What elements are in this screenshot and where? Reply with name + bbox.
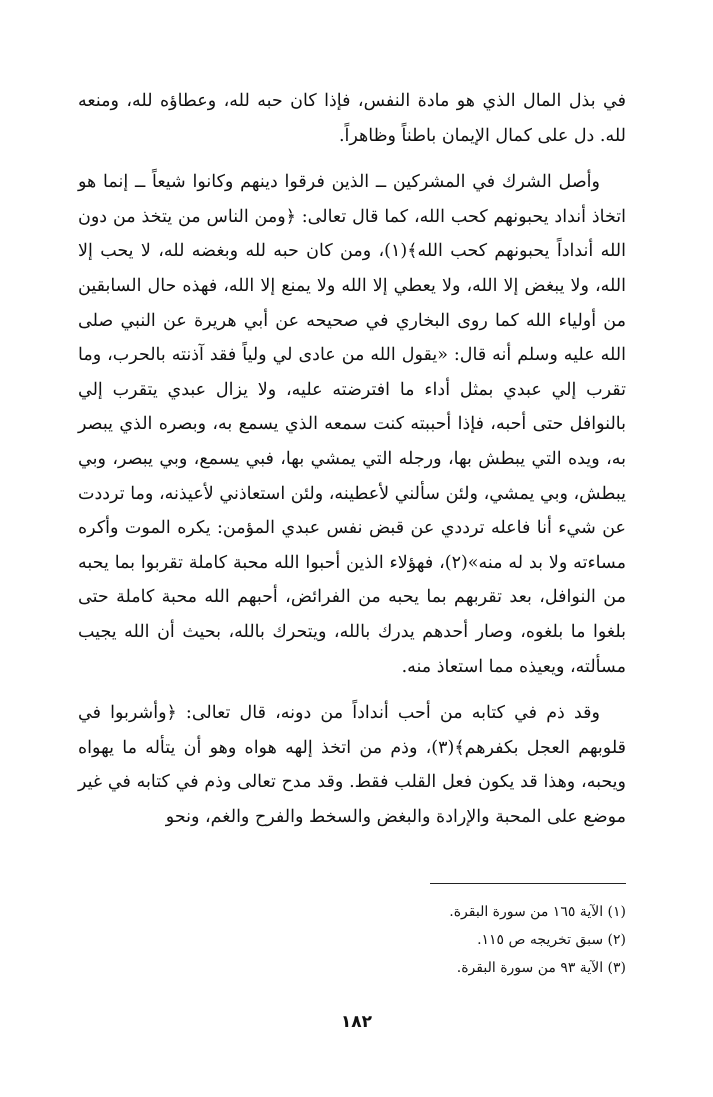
footnotes [200, 898, 626, 982]
footnote-3: (٣) الآية ٩٣ من سورة البقرة. [456, 960, 626, 976]
page-number: ١٨٢ [340, 1012, 373, 1032]
footnote-1: (١) الآية ١٦٥ من سورة البقرة. [449, 904, 626, 920]
paragraph-continuation: في بذل المال الذي هو مادة النفس، فإذا كان حبه لله، وعطاؤه لله، ومنعه لله. دل على كمال الإيمان باطناً وظاهراً. [78, 91, 626, 146]
footnote-separator [430, 883, 626, 884]
paragraph-dhamm: وقد ذم في كتابه من أحب أنداداً من دونه، قال تعالى: ﴿وأشربوا في قلوبهم العجل بكفرهم﴾(٣)، وذم من اتخذ إلهه هواه وهو أن يتأله ما يهواه ويحبه، وهذا قد يكون فعل القلب فقط. وقد مدح تعالى وذم في كتابه في غير موضع على المحبة والإرادة والبغض والسخط والفرح والغم، ونحو [78, 703, 626, 827]
paragraph-shirk: وأصل الشرك في المشركين ــ الذين فرقوا دينهم وكانوا شيعاً ــ إنما هو اتخاذ أنداد يحبونهم كحب الله، كما قال تعالى: ﴿ومن الناس من يتخذ من دون الله أنداداً يحبونهم كحب الله﴾(١)، ومن كان حبه لله وبغضه لله، لا يحب إلا الله، ولا يبغض إلا الله، ولا يعطي إلا الله ولا يمنع إلا الله، فهذه حال السابقين من أولياء الله كما روى البخاري في صحيحه عن أبي هريرة عن النبي صلى الله عليه وسلم أنه قال: «يقول الله من عادى لي ولياً فقد آذنته بالحرب، وما تقرب إلي عبدي بمثل أداء ما افترضته عليه، ولا يزال عبدي يتقرب إلي بالنوافل حتى أحبه، فإذا أحببته كنت سمعه الذي يسمع به، وبصره الذي يبصر به، ويده التي يبطش بها، ورجله التي يمشي بها، فبي يسمع، وبي يبصر، وبي يبطش، وبي يمشي، ولئن سألني لأعطينه، ولئن استعاذني لأعيذنه، وما ترددت عن شيء أنا فاعله ترددي عن قبض نفس عبدي المؤمن: يكره الموت وأكره مساءته ولا بد له منه»(٢)، فهؤلاء الذين أحبوا الله محبة كاملة تقربوا بما يحبه من النوافل، بعد تقربهم بما يحبه من الفرائض، أحبهم الله محبة كاملة حتى بلغوا ما بلغوه، وصار أحدهم يدرك بالله، ويتحرك بالله، بحيث أن الله يجيب مسألته، ويعيذه مما استعاذ منه. [78, 172, 626, 677]
footnote-2: (٢) سبق تخريجه ص ١١٥. [477, 932, 626, 948]
main-text [78, 84, 626, 834]
paragraph-gap [78, 153, 626, 165]
paragraph-gap [78, 684, 626, 696]
